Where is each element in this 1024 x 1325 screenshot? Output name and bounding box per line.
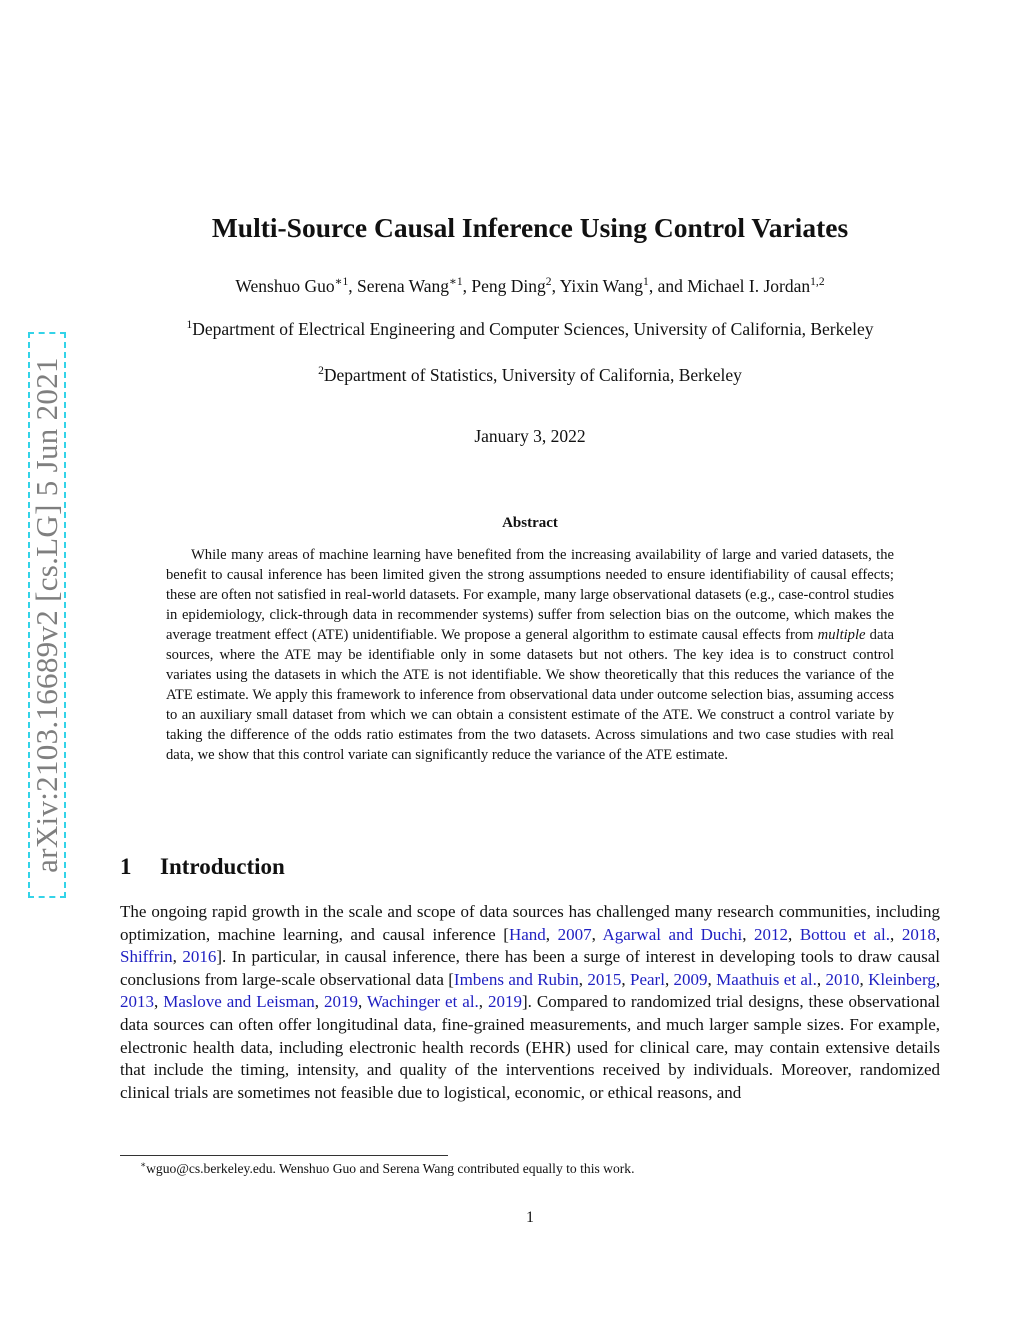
citation-sep: , [545, 924, 558, 944]
footnote-rule [120, 1155, 448, 1156]
citation-link[interactable]: 2012 [754, 924, 788, 944]
arxiv-stamp[interactable]: arXiv:2103.16689v2 [cs.LG] 5 Jun 2021 [29, 357, 64, 873]
author-name: and Michael I. Jordan [657, 276, 811, 296]
citation-link[interactable]: Kleinberg [868, 969, 936, 989]
abstract-text [166, 545, 894, 765]
author-name: Yixin Wang [559, 276, 644, 296]
affiliation-sup: 1 [186, 319, 193, 332]
citation-link[interactable]: Imbens and Rubin [453, 969, 579, 989]
citation-link[interactable]: 2013 [120, 992, 154, 1012]
citation-link[interactable]: Maslove and Leisman [163, 992, 315, 1012]
citation-sep: , [591, 924, 603, 944]
affiliation-1 [150, 318, 910, 341]
citation-sep: , [478, 992, 489, 1012]
citation-link[interactable]: Wachinger et al. [366, 992, 479, 1012]
abstract-emphasis: multiple [817, 627, 866, 643]
author-name: Wenshuo Guo [235, 276, 335, 296]
citation-link[interactable]: 2007 [557, 924, 592, 944]
author-sup: ∗1 [449, 276, 463, 289]
abstract-part: While many areas of machine learning have benefited from the increasing availability of large and varied datasets, the benefit to causal inference has been limited given the strong assumptions needed to ensure identifiability of causal effects; these are often not satisfied in real-world datasets. For example, many large observational datasets (e.g., case-control studies in epidemiology, click-through data in recommender systems) suffer from selection bias on the outcome, which makes the average treatment effect (ATE) unidentifiable. We propose a general algorithm to estimate causal effects from [166, 547, 894, 643]
citation-sep: , [172, 947, 183, 967]
citation-sep: , [578, 969, 588, 989]
intro-text: The ongoing rapid growth in the scale and scope of data sources has challenged many research communities, including optimization, machine learning, and causal inference [ [120, 902, 940, 944]
section-number: 1 [120, 854, 132, 879]
citation-sep: , [935, 924, 941, 944]
citation-sep: , [935, 969, 941, 989]
intro-paragraph [120, 901, 940, 1104]
citation-sep: , [742, 924, 754, 944]
author-sup: 1,2 [810, 276, 825, 289]
author-sup: 2 [545, 276, 552, 289]
abstract-part: data sources, where the ATE may be identifiable only in some datasets but not others. The key idea is to construct control variates using the datasets in which the ATE is not identifiable. We show theoretically that this reduces the variance of the ATE estimate. We apply this framework to inference from observational data under outcome selection bias, assuming access to an auxiliary small dataset from which we can obtain a consistent estimate of the ATE. We construct a control variate by taking the difference of the odds ratio estimates from the two datasets. Across simulations and two case studies with real data, we show that this control variate can significantly reduce the variance of the ATE estimate. [166, 627, 894, 763]
citation-link[interactable]: 2019 [488, 992, 523, 1012]
citation-sep: , [859, 969, 869, 989]
citation-link[interactable]: Bottou et al. [799, 924, 890, 944]
footnote-text: wguo@cs.berkeley.edu. Wenshuo Guo and Serena Wang contributed equally to this work. [146, 1161, 635, 1176]
paper-title: Multi-Source Causal Inference Using Control Variates [211, 212, 849, 243]
author-name: Serena Wang [356, 276, 450, 296]
footnote [120, 1160, 940, 1178]
citation-link[interactable]: 2018 [901, 924, 936, 944]
paper-date: January 3, 2022 [474, 426, 586, 446]
page-number: 1 [526, 1209, 534, 1226]
citation-sep: , [357, 992, 367, 1012]
author-list: Wenshuo Guo$^{∗1}$, Serena Wang$^{∗1}$, Peng Ding$^2$, Yixin Wang$^1$, and Michael I. Jordan$^{1,2}$ [235, 276, 825, 296]
citation-link[interactable]: Pearl [630, 969, 665, 989]
citation-sep: , [154, 992, 164, 1012]
abstract-heading: Abstract [502, 515, 558, 531]
citation-sep: , [664, 969, 674, 989]
citation-link[interactable]: 2019 [323, 992, 358, 1012]
affiliation-text: Department of Electrical Engineering and Computer Sciences, University of California, Berkeley [192, 319, 874, 339]
footnote-mark: ∗ [140, 1159, 147, 1170]
citation-sep: , [621, 969, 630, 989]
citation-sep: , [314, 992, 324, 1012]
author-sup: 1 [643, 276, 649, 289]
affiliation-sup: 2 [318, 365, 324, 378]
intro-text: ]. In particular, in causal inference, there has been a surge of interest in developing tools to draw causal conclusions from large-scale observational data [ [120, 947, 941, 989]
citation-sep: , [707, 969, 717, 989]
author-name: Peng Ding [471, 276, 546, 296]
section-title: Introduction [160, 854, 285, 879]
citation-sep: , [788, 924, 800, 944]
affiliation-text: Department of Statistics, University of California, Berkeley [323, 365, 742, 385]
citation-link[interactable]: Maathuis et al. [716, 969, 817, 989]
author-sup: ∗1 [334, 276, 349, 289]
section-heading [120, 854, 285, 880]
citation-link[interactable]: Agarwal and Duchi [602, 924, 743, 944]
citation-link[interactable]: 2010 [825, 969, 860, 989]
citation-link[interactable]: 2016 [182, 947, 217, 967]
citation-link[interactable]: Shiffrin [120, 947, 173, 967]
citation-sep: , [890, 924, 902, 944]
intro-text: ]. Compared to randomized trial designs, these observational data sources can often offer longitudinal data, fine-grained measurements, and much larger sample sizes. For example, electronic health data, including electronic health records (EHR) used for clinical care, may contain extensive details that include the timing, intensity, and quality of the interventions received by individuals. Moreover, randomized clinical trials are sometimes not feasible due to logistical, economic, or ethical reasons, and [120, 992, 941, 1102]
citation-link[interactable]: 2015 [587, 969, 622, 989]
citation-link[interactable]: Hand [508, 924, 546, 944]
affiliation-2 [150, 364, 910, 387]
citation-link[interactable]: 2009 [673, 969, 708, 989]
citation-sep: , [816, 969, 826, 989]
